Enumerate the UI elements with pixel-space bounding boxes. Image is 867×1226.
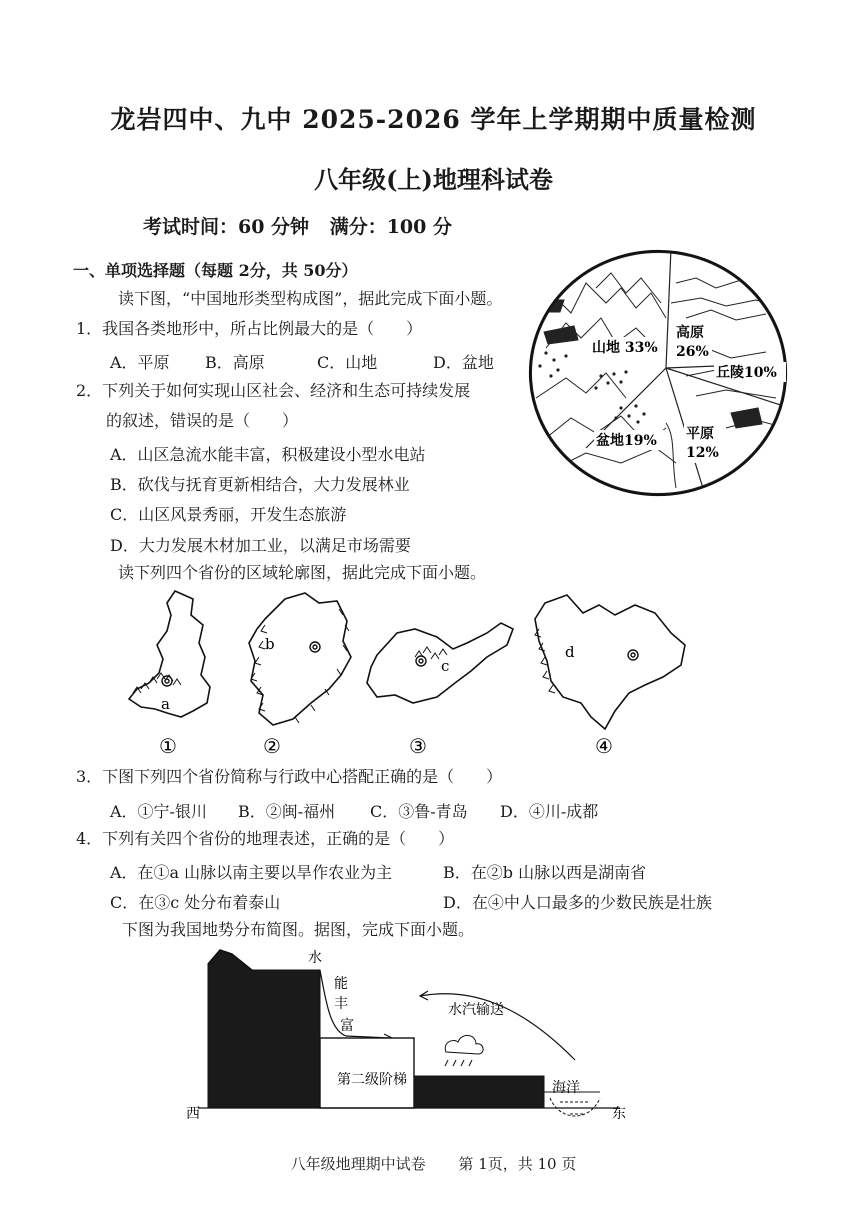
full-score: 满分：100 分 [329, 216, 452, 238]
intro-text-1: 读下图，“中国地形类型构成图”，据此完成下面小题。 [118, 289, 503, 308]
q2-option-b: B．砍伐与抚育更新相结合，大力发展林业 [110, 475, 410, 494]
q3-option-a: A．①宁-银川 [110, 802, 207, 821]
question-4-stem: 4．下列有关四个省份的地理表述，正确的是（ ） [76, 829, 455, 848]
footer-paper-name: 八年级地理期中试卷 [290, 1155, 426, 1173]
label-basin: 盆地19% [596, 433, 657, 449]
map-number-2: ② [263, 734, 281, 758]
q4-option-d: D．在④中人口最多的少数民族是壮族 [443, 893, 712, 912]
map-number-4: ④ [595, 734, 613, 758]
page-footer [0, 1153, 867, 1174]
map-letter-b: b [265, 635, 275, 653]
footer-page-number: 第 1页，共 10 页 [458, 1155, 577, 1173]
q3-option-c: C．③鲁-青岛 [370, 802, 468, 821]
water-label-char-3: 丰 [334, 996, 348, 1012]
water-label-char-1: 水 [308, 950, 322, 966]
exam-time: 考试时间：60 分钟 [143, 216, 310, 238]
exam-info [143, 212, 466, 239]
map-number-1: ① [159, 734, 177, 758]
second-step-label: 第二级阶梯 [337, 1072, 407, 1088]
province-outline-3 [367, 623, 513, 703]
question-1-stem: 1．我国各类地形中，所占比例最大的是（ ） [76, 319, 423, 338]
q4-option-c: C．在③c 处分布着泰山 [110, 893, 281, 912]
exam-title: 龙岩四中、九中 2025-2026 学年上学期期中质量检测 [110, 105, 757, 134]
water-label-char-2: 能 [334, 976, 348, 992]
question-3-stem: 3．下图下列四个省份简称与行政中心搭配正确的是（ ） [76, 767, 503, 786]
map-letter-d: d [565, 643, 575, 661]
label-plateau-name: 高原 [676, 325, 704, 341]
terrain-composition-figure [526, 248, 790, 498]
map-letter-a: a [161, 695, 170, 713]
east-label: 东 [612, 1106, 626, 1122]
map-letter-c: c [441, 657, 450, 675]
q3-option-b: B．②闽-福州 [238, 802, 336, 821]
label-plateau-pct: 26% [676, 344, 709, 360]
intro-text-3: 下图为我国地势分布简图。据图，完成下面小题。 [122, 920, 475, 939]
province-outline-maps [115, 585, 715, 760]
q1-option-c: C．山地 [317, 353, 378, 372]
terrain-step-figure [180, 942, 640, 1132]
water-label-char-4: 富 [340, 1018, 354, 1034]
label-mountain: 山地 33% [592, 340, 658, 356]
ocean-label: 海洋 [552, 1080, 580, 1096]
q1-option-b: B．高原 [205, 353, 265, 372]
label-plain-pct: 12% [686, 445, 719, 461]
q2-option-a: A．山区急流水能丰富，积极建设小型水电站 [110, 445, 426, 464]
exam-subtitle: 八年级(上)地理科试卷 [314, 165, 553, 194]
province-outline-2 [249, 593, 351, 725]
q2-option-d: D．大力发展木材加工业，以满足市场需要 [110, 536, 411, 555]
section-heading: 一、单项选择题（每题 2分，共 50分） [73, 261, 358, 280]
map-number-3: ③ [409, 734, 427, 758]
vapor-transport-label: 水汽输送 [448, 1002, 504, 1018]
q4-option-b: B．在②b 山脉以西是湖南省 [443, 863, 647, 882]
q2-option-c: C．山区风景秀丽，开发生态旅游 [110, 505, 347, 524]
q3-option-d: D．④川-成都 [500, 802, 599, 821]
question-2-stem-line2: 的叙述，错误的是（ ） [106, 411, 299, 430]
intro-text-2: 读下列四个省份的区域轮廓图，据此完成下面小题。 [118, 563, 487, 582]
q4-option-a: A．在①a 山脉以南主要以旱作农业为主 [110, 863, 393, 882]
q1-option-a: A．平原 [110, 353, 170, 372]
west-label: 西 [186, 1106, 200, 1122]
province-outline-4 [535, 595, 685, 729]
question-2-stem-line1: 2．下列关于如何实现山区社会、经济和生态可持续发展 [76, 381, 471, 400]
q1-option-d: D．盆地 [433, 353, 494, 372]
label-plain-name: 平原 [686, 426, 714, 442]
label-hill: 丘陵10% [716, 365, 777, 381]
